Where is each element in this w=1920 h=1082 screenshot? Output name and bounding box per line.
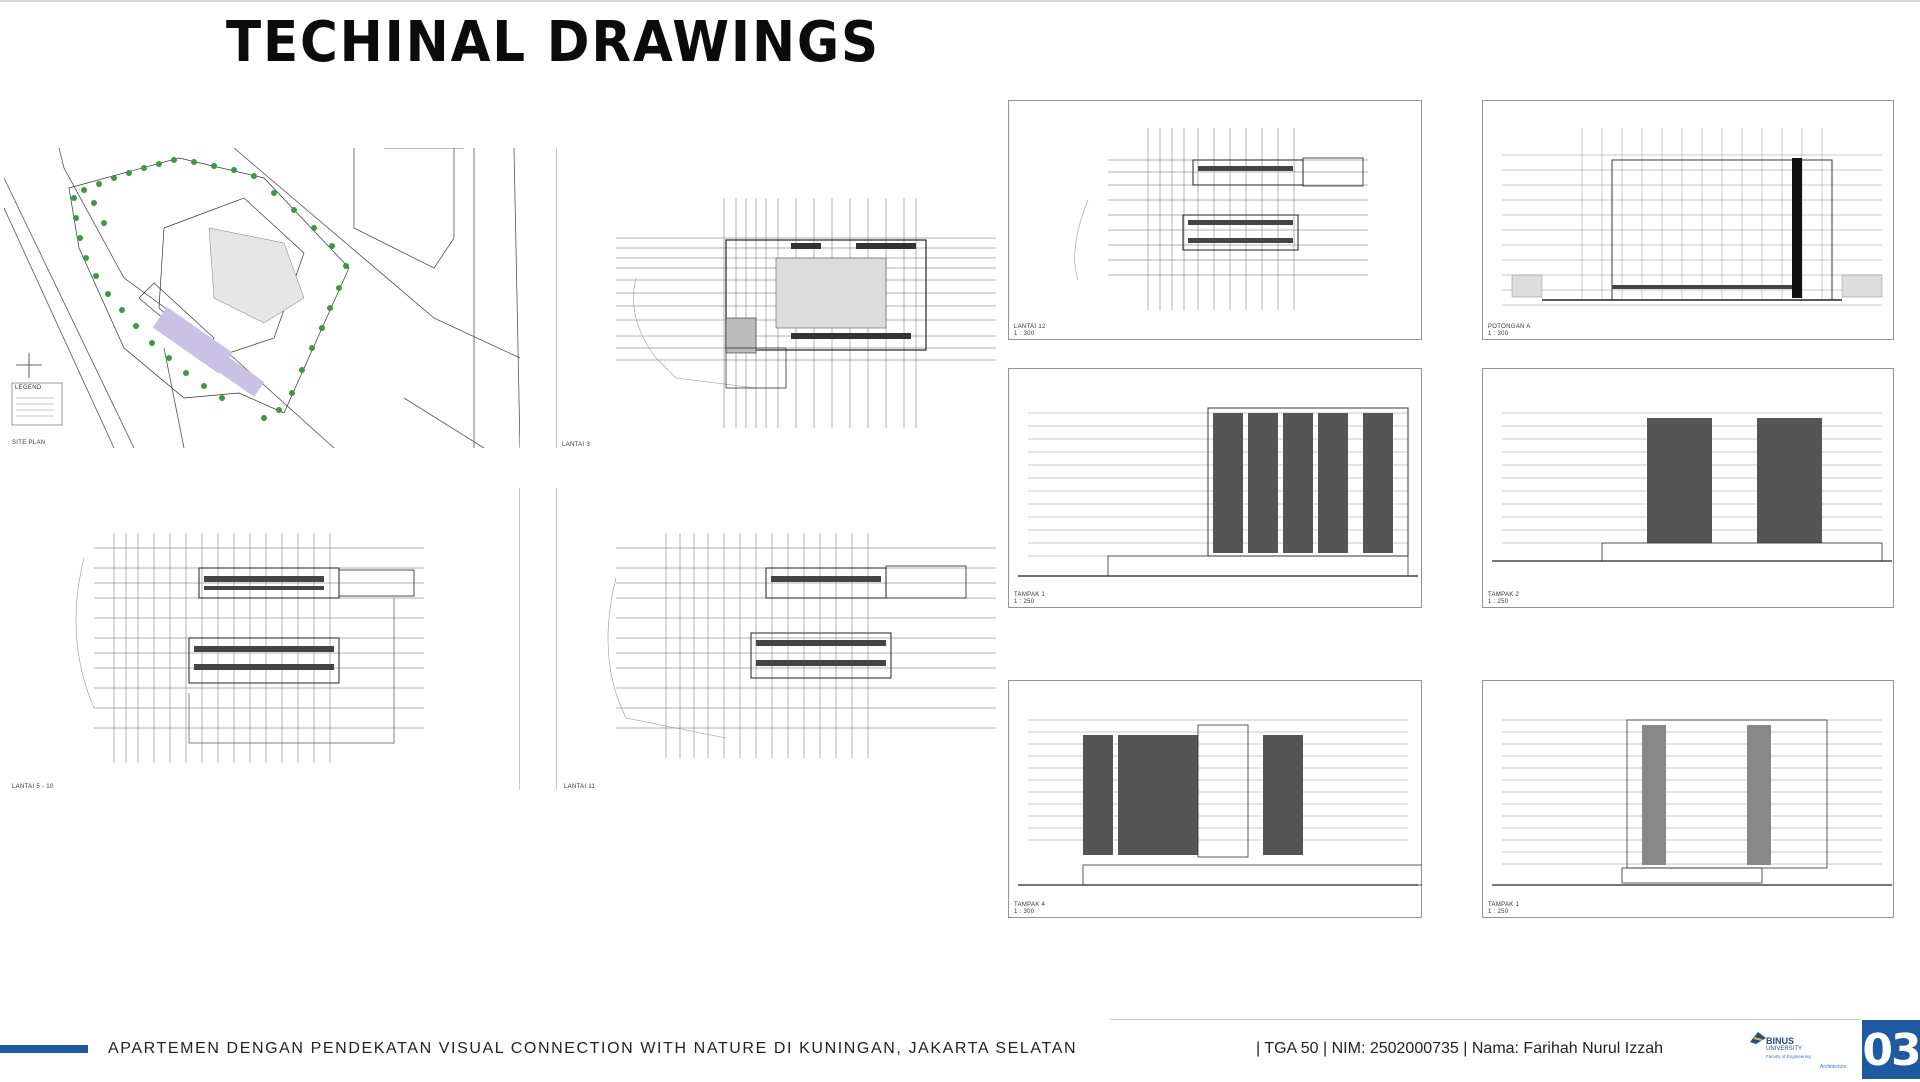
elevation-tampak-1-right (1482, 680, 1894, 918)
lantai-5-10-label: LANTAI 5 - 10 (12, 784, 54, 790)
tampak-1-left-scale: 1 : 250 (1014, 599, 1035, 605)
floor-plan-lantai-5-10 (4, 488, 520, 790)
tampak-1-left-label: TAMPAK 1 (1014, 592, 1046, 598)
floor-plan-lantai-11 (556, 488, 1002, 790)
page-title: TECHINAL DRAWINGS (226, 10, 880, 75)
site-plan-label: SITE PLAN (12, 440, 46, 446)
lantai-3-label: LANTAI 3 (562, 442, 590, 448)
tampak-1-right-scale: 1 : 250 (1488, 909, 1509, 915)
logo-name: BINUS (1766, 1036, 1795, 1046)
elevation-tampak-4 (1008, 680, 1422, 918)
lantai-12-label: LANTAI 12 (1014, 324, 1046, 330)
tampak-1-right-label: TAMPAK 1 (1488, 902, 1520, 908)
potongan-a-label: POTONGAN A (1488, 324, 1531, 330)
tampak-2-scale: 1 : 250 (1488, 599, 1509, 605)
top-border (0, 0, 1920, 2)
section-potongan-a (1482, 100, 1894, 340)
potongan-a-scale: 1 : 300 (1488, 331, 1509, 337)
binus-logo (1748, 1022, 1848, 1072)
logo-faculty: Faculty of Engineering (1766, 1054, 1811, 1059)
footer-accent-bar (0, 1045, 88, 1053)
page-number: 03 (1862, 1020, 1920, 1079)
logo-university: UNIVERSITY (1766, 1046, 1803, 1052)
floor-plan-lantai-3 (556, 148, 1002, 448)
tampak-4-label: TAMPAK 4 (1014, 902, 1046, 908)
elevation-tampak-1-left (1008, 368, 1422, 608)
tampak-4-scale: 1 : 300 (1014, 909, 1035, 915)
site-plan-drawing (4, 148, 520, 448)
student-info: | TGA 50 | NIM: 2502000735 | Nama: Farihah Nurul Izzah (1256, 1040, 1664, 1057)
footer-divider (1110, 1019, 1860, 1020)
elevation-tampak-2 (1482, 368, 1894, 608)
lantai-12-scale: 1 : 300 (1014, 331, 1035, 337)
logo-department: Architecture (1820, 1064, 1847, 1070)
lantai-11-label: LANTAI 11 (564, 784, 596, 790)
floor-plan-lantai-12 (1008, 100, 1422, 340)
legend-label: LEGEND (15, 385, 42, 391)
project-title: APARTEMEN DENGAN PENDEKATAN VISUAL CONNECTION WITH NATURE DI KUNINGAN, JAKARTA SELATAN (108, 1040, 1078, 1057)
tampak-2-label: TAMPAK 2 (1488, 592, 1520, 598)
